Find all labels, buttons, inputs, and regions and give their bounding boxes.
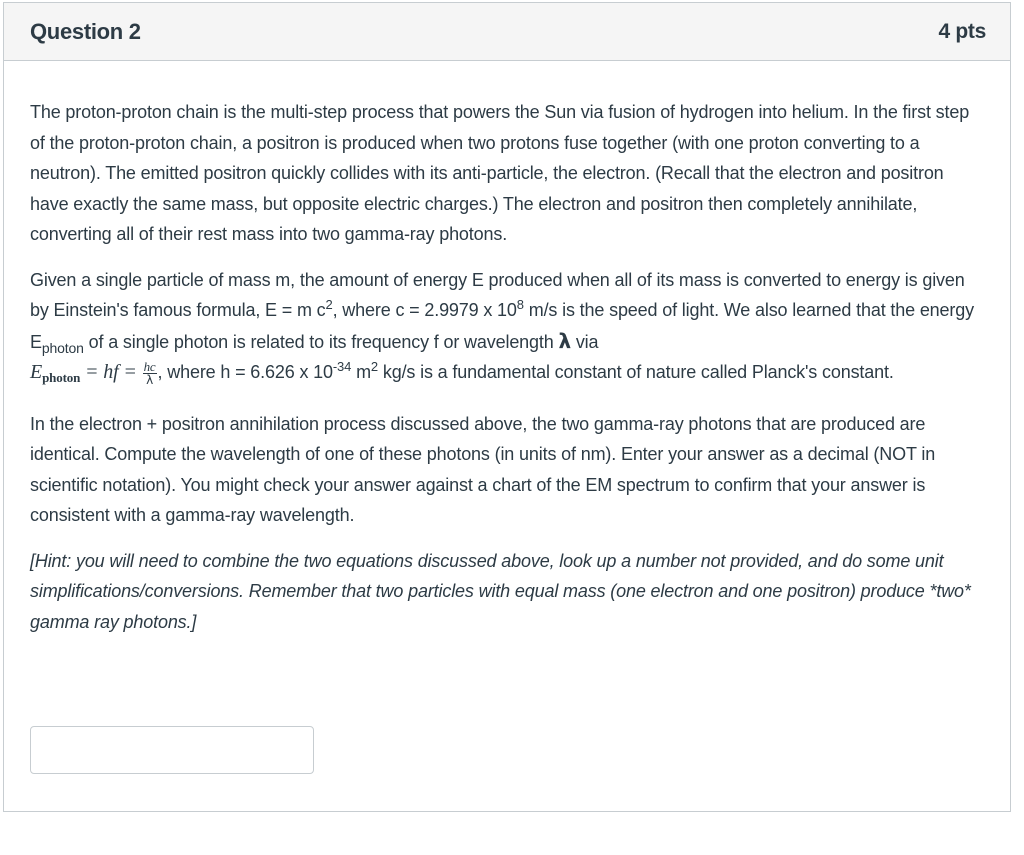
math-fraction — [143, 360, 157, 387]
superscript-exponent-8: 8 — [516, 297, 524, 312]
subscript-photon: photon — [41, 339, 84, 356]
paragraph-formulas — [30, 265, 984, 394]
question-title: Question 2 — [30, 18, 141, 44]
paragraph-intro: The proton-proton chain is the multi-step process that powers the Sun via fusion of hydrogen into helium. In the first step of the proton-proton chain, a positron is produced when two protons fuse together (with one proton converting to a neutron). The emitted positron quickly collides with its anti-particle, the electron. (Recall that the electron and positron have exactly the same mass, but opposite electric charges.) The electron and positron then completely annihilate, converting all of their rest mass into two gamma-ray photons. — [30, 102, 970, 244]
fraction-numerator: hc — [143, 359, 156, 374]
fraction-denominator: λ — [146, 373, 154, 387]
math-energy-symbol: E — [30, 361, 43, 383]
question-body — [4, 61, 1010, 637]
lambda-symbol: λ — [558, 328, 571, 353]
formula-text-8: kg/s is a fundamental constant of nature called Planck's constant. — [378, 362, 894, 382]
formula-text-7: m — [351, 362, 371, 382]
superscript-squared: 2 — [325, 297, 333, 312]
formula-text-1: Given a single particle of mass m, the amount of energy E produced when all of its mass is converted to energy is given by Einstein's famous formula, E = m c — [30, 269, 965, 320]
formula-text-5: via — [570, 331, 599, 352]
formula-text-3: m/s is the speed of light. We also learned that the energy E — [30, 300, 974, 352]
formula-text-6: , where h = 6.626 x 10 — [157, 362, 333, 382]
math-equation: = hf = — [80, 361, 142, 383]
formula-text-2: , where c = 2.9979 x 10 — [332, 300, 517, 320]
formula-text-4: of a single photon is related to its frequency f or wavelength — [83, 331, 559, 352]
answer-input[interactable] — [30, 726, 314, 774]
question-card — [3, 2, 1011, 812]
paragraph-hint: [Hint: you will need to combine the two equations discussed above, look up a number not provided, and do some unit simplifications/conversions. Remember that two particles with equal mass (one electron and one positron) produce *two* gamma ray photons.] — [30, 550, 971, 632]
math-photon-subscript: photon — [42, 370, 81, 385]
question-header — [4, 3, 1010, 61]
superscript-m-squared: 2 — [370, 359, 379, 374]
superscript-exponent-neg34: -34 — [332, 359, 352, 374]
question-points: 4 pts — [938, 19, 986, 43]
paragraph-task: In the electron + positron annihilation process discussed above, the two gamma-ray photons that are produced are identical. Compute the wavelength of one of these photons (in units of nm). Enter your answer as a decimal (NOT in scientific notation). You might check your answer against a chart of the EM spectrum to confirm that your answer is consistent with a gamma-ray wavelength. — [30, 413, 936, 525]
